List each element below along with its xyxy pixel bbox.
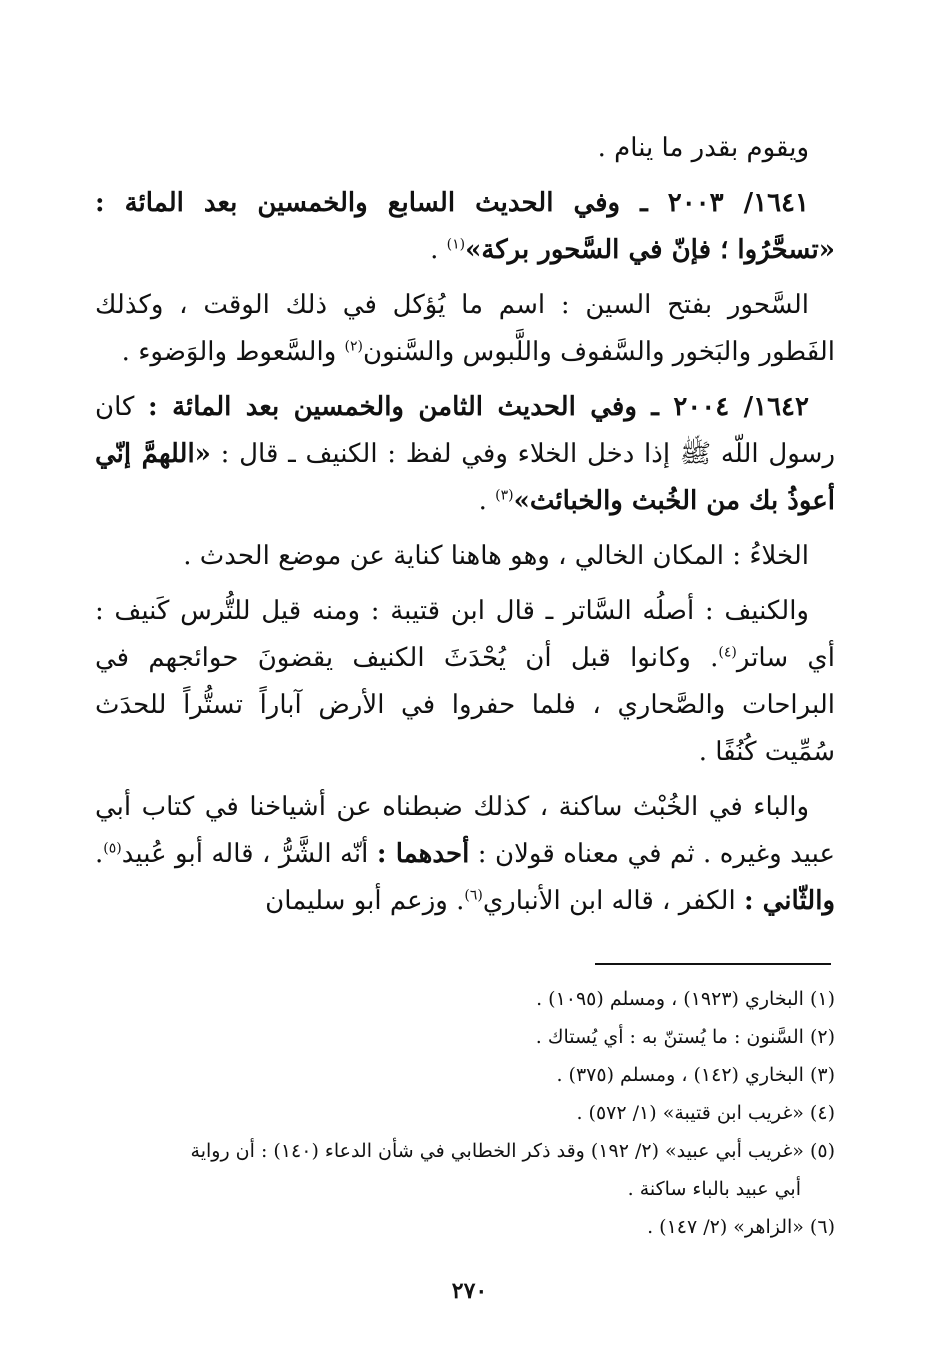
footnote-ref[interactable]: (٣) — [495, 487, 514, 504]
paragraph-text: والباء في الخُبْث ساكنة ، كذلك ضبطناه عن أشياخنا في كتاب أبي عبيد وغيره . ثم في معناه قولان : — [95, 792, 836, 869]
main-text — [95, 125, 835, 933]
footnote-2: (٢) السَّنون : ما يُستنّ به : أي يُستاك . — [535, 1026, 835, 1048]
paragraph-text: والسَّعوط والوَضوء . — [121, 337, 337, 367]
footnotes — [95, 980, 835, 1246]
first-opinion-label: أحدهما : — [376, 839, 470, 869]
paragraph-end: . — [478, 486, 487, 516]
paragraph-text: . وكانوا قبل أن يُحْدَثَ الكنيف يقضونَ حوائجهم في البراحات والصَّحاري ، فلما حفروا في الأرض آباراً تستُّراً للحدَث سُمِّيت كُنُفًا . — [95, 643, 835, 767]
footnote-1: (١) البخاري (١٩٢٣) ، ومسلم (١٠٩٥) . — [536, 988, 835, 1010]
paragraph-text: والكنيف : أصلُه السَّاتر ـ قال ابن قتيبة : ومنه قيل للتُّرس كَنيف : أي ساتر — [95, 596, 835, 673]
footnote-5-continued: أبي عبيد بالباء ساكنة . — [627, 1178, 801, 1200]
paragraph-text: ويقوم بقدر ما ينام . — [597, 133, 809, 163]
paragraph-text: . وزعم أبو سليمان — [265, 886, 465, 916]
hadith-1641 — [95, 180, 835, 274]
footnote-6: (٦) «الزاهر» (٢/ ١٤٧) . — [647, 1216, 835, 1238]
paragraph-end: . — [430, 235, 439, 265]
paragraph-text: الخلاءُ : المكان الخالي ، وهو هاهنا كناية عن موضع الحدث . — [183, 541, 809, 571]
footnote-ref[interactable]: (٥) — [103, 840, 122, 857]
footnote-3: (٣) البخاري (١٤٢) ، ومسلم (٣٧٥) . — [556, 1064, 835, 1086]
page-number: ٢٧٠ — [451, 1278, 488, 1304]
hadith-quote: «اللهمَّ إنّي أعوذُ بك من الخُبث والخبائث» — [95, 439, 835, 516]
paragraph-0 — [95, 125, 835, 172]
footnote-separator — [595, 963, 831, 965]
paragraph-text: . — [95, 839, 104, 869]
paragraph-kanif — [95, 588, 835, 776]
paragraph-sahur — [95, 282, 835, 376]
paragraph-text: الكفر ، قاله ابن الأنباري — [482, 886, 736, 916]
paragraph-khala — [95, 533, 835, 580]
paragraph-khubth — [95, 784, 835, 925]
hadith-1642 — [95, 384, 835, 525]
paragraph-text: السَّحور بفتح السين : اسم ما يُؤكل في ذلك الوقت ، وكذلك الفَطور والبَخور والسَّفوف واللَّبوس والسَّنون — [95, 290, 835, 367]
footnote-5: (٥) «غريب أبي عبيد» (٢/ ١٩٢) وقد ذكر الخطابي في شأن الدعاء (١٤٠) : أن رواية — [190, 1140, 835, 1162]
hadith-heading: ١٦٤٢/ ٢٠٠٤ ـ وفي الحديث الثامن والخمسين بعد المائة : — [148, 392, 809, 422]
hadith-quote: «تسحَّرُوا ؛ فإنّ في السَّحور بركة» — [465, 235, 835, 265]
footnote-4: (٤) «غريب ابن قتيبة» (١/ ٥٧٢) . — [576, 1102, 835, 1124]
footnote-ref[interactable]: (١) — [446, 236, 466, 253]
footnote-ref[interactable]: (٢) — [344, 338, 363, 355]
hadith-heading: ١٦٤١/ ٢٠٠٣ ـ وفي الحديث السابع والخمسين بعد المائة : — [95, 188, 809, 218]
second-opinion-label: والثّاني : — [743, 886, 835, 916]
footnote-ref[interactable]: (٤) — [718, 644, 737, 661]
footnote-ref[interactable]: (٦) — [464, 887, 483, 904]
paragraph-text: أنّه الشَّرُّ ، قاله أبو عُبيد — [121, 839, 369, 869]
paragraph-text: كان رسول اللّه ﷺ إذا دخل الخلاء وفي لفظ : الكنيف ـ قال : — [95, 392, 836, 469]
